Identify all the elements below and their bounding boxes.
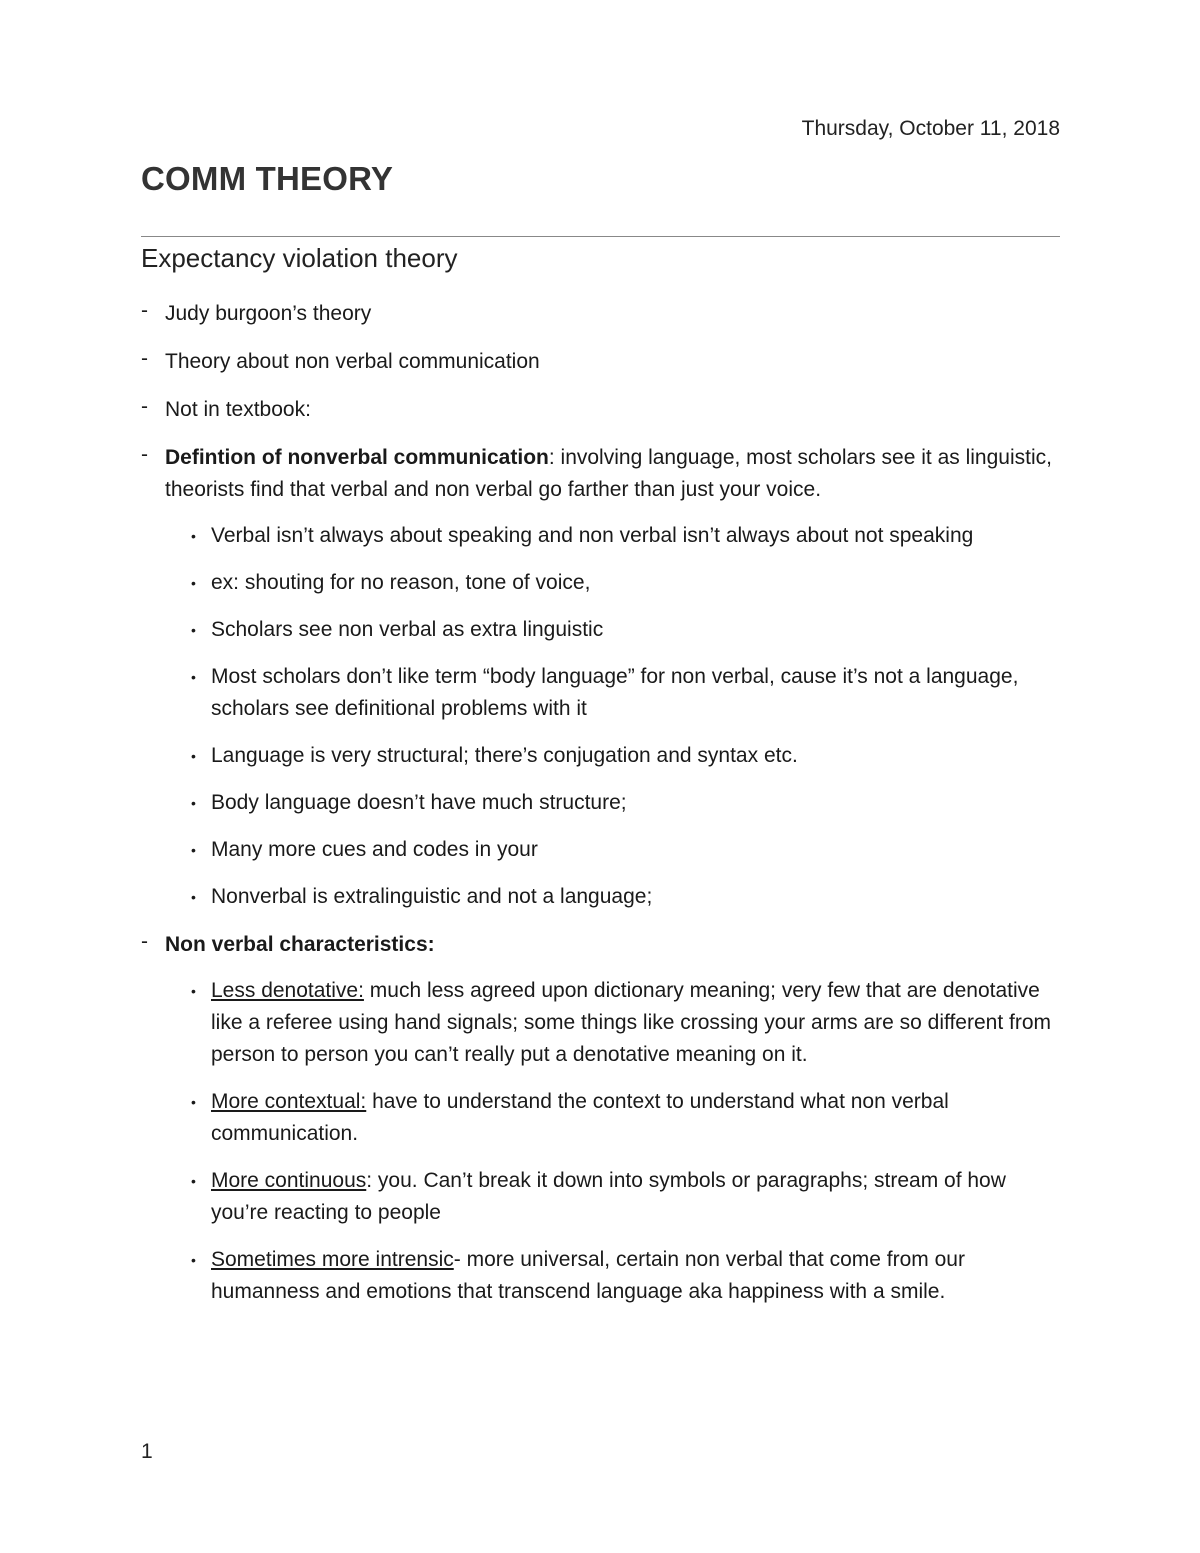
sub-list — [165, 520, 1066, 913]
list-item — [141, 394, 1066, 426]
bullet-text: Nonverbal is extralinguistic and not a language; — [211, 885, 653, 908]
notes-body — [141, 298, 1066, 1324]
characteristic-term: More continuous — [211, 1169, 367, 1192]
bullet-text: Many more cues and codes in your — [211, 838, 538, 861]
sub-list — [165, 975, 1066, 1308]
dash-marker: - — [141, 299, 148, 322]
bullet-text: Verbal isn’t always about speaking and non verbal isn’t always about not speaking — [211, 524, 974, 547]
dash-marker: - — [141, 443, 148, 466]
list-item — [141, 929, 1066, 1308]
bullet-text: have to understand the context to understand what non verbal communication. — [211, 1090, 949, 1145]
bullet-marker: • — [191, 575, 196, 591]
sub-list-item — [165, 661, 1066, 725]
bullet-marker: • — [191, 842, 196, 858]
bullet-marker: • — [191, 1173, 196, 1189]
bullet-marker: • — [191, 983, 196, 999]
bullet-marker: • — [191, 889, 196, 905]
sub-list-item — [165, 1165, 1066, 1229]
page-title: COMM THEORY — [141, 160, 394, 197]
list-item — [141, 442, 1066, 913]
characteristic-term: Less denotative: — [211, 979, 364, 1002]
sub-list-item — [165, 787, 1066, 819]
list-item — [141, 298, 1066, 330]
item-text: Theory about non verbal communication — [165, 350, 540, 373]
bullet-marker: • — [191, 795, 196, 811]
sub-list-item — [165, 834, 1066, 866]
bullet-text: Most scholars don’t like term “body language” for non verbal, cause it’s not a language, scholars see definitional problems with it — [211, 665, 1019, 720]
dash-marker: - — [141, 395, 148, 418]
characteristic-term: More contextual: — [211, 1090, 367, 1113]
bullet-marker: • — [191, 748, 196, 764]
list-item — [141, 346, 1066, 378]
sub-list-item — [165, 1244, 1066, 1308]
bullet-marker: • — [191, 1094, 196, 1110]
page-number: 1 — [141, 1440, 153, 1463]
definition-term: Defintion of nonverbal communication — [165, 446, 549, 469]
item-text: Judy burgoon’s theory — [165, 302, 372, 325]
note-date: Thursday, October 11, 2018 — [801, 117, 1060, 140]
sub-list-item — [165, 740, 1066, 772]
characteristic-term: Sometimes more intrensic — [211, 1248, 454, 1271]
bullet-text: Body language doesn’t have much structure; — [211, 791, 627, 814]
title-divider — [141, 236, 1060, 237]
bullet-text: Language is very structural; there’s conjugation and syntax etc. — [211, 744, 798, 767]
sub-list-item — [165, 567, 1066, 599]
sub-list-item — [165, 881, 1066, 913]
sub-list-item — [165, 520, 1066, 552]
item-text: : involving language, most scholars see it as linguistic, theorists find that verbal and non verbal go farther than just your voice. — [165, 446, 1052, 501]
section-label: Non verbal characteristics: — [165, 933, 435, 956]
bullet-text: much less agreed upon dictionary meaning; very few that are denotative like a referee using hand signals; some things like crossing your arms are so different from person to person you can’t really put a denotative meaning on it. — [211, 979, 1052, 1066]
sub-list-item — [165, 975, 1066, 1071]
dash-marker: - — [141, 347, 148, 370]
sub-list-item — [165, 614, 1066, 646]
bullet-text: ex: shouting for no reason, tone of voice, — [211, 571, 591, 594]
bullet-text: Scholars see non verbal as extra linguistic — [211, 618, 604, 641]
bullet-marker: • — [191, 1252, 196, 1268]
dash-marker: - — [141, 930, 148, 953]
item-text: Not in textbook: — [165, 398, 311, 421]
bullet-text: - more universal, certain non verbal that come from our humanness and emotions that transcend language aka happiness with a smile. — [211, 1248, 965, 1303]
bullet-text: : you. Can’t break it down into symbols or paragraphs; stream of how you’re reacting to people — [211, 1169, 1006, 1224]
bullet-marker: • — [191, 669, 196, 685]
section-heading: Expectancy violation theory — [141, 243, 458, 273]
bullet-marker: • — [191, 622, 196, 638]
bullet-marker: • — [191, 528, 196, 544]
sub-list-item — [165, 1086, 1066, 1150]
